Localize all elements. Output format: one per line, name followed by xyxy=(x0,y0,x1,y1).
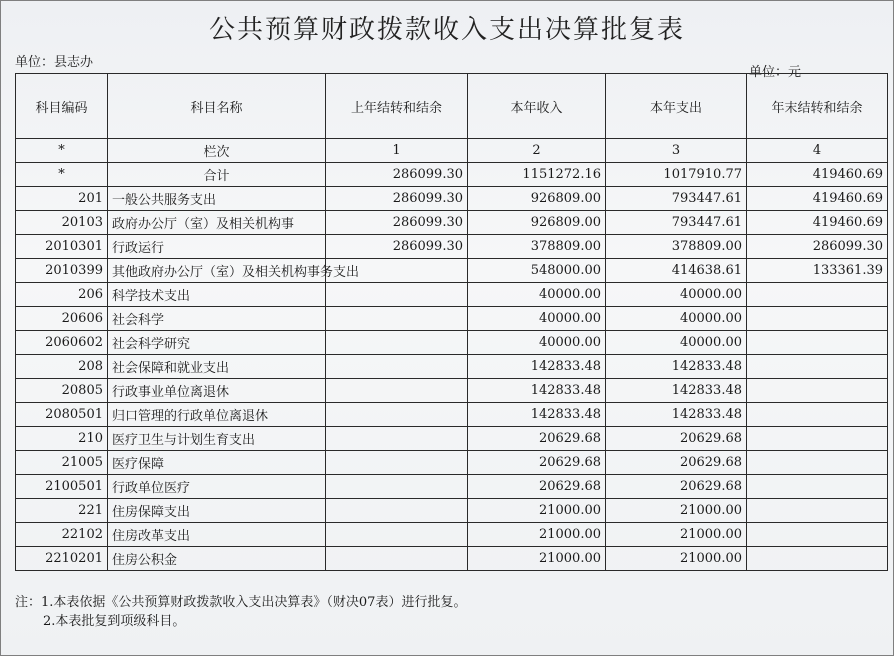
cell-end-balance: 286099.30 xyxy=(747,235,888,259)
table-row xyxy=(16,307,888,331)
table-row xyxy=(16,355,888,379)
cell-name: 一般公共服务支出 xyxy=(108,187,326,211)
cell-code: 20805 xyxy=(16,379,108,403)
cell-expense: 378809.00 xyxy=(606,235,747,259)
cell-prev-balance xyxy=(326,475,468,499)
cell-code: 20606 xyxy=(16,307,108,331)
cell-income: 548000.00 xyxy=(468,259,606,283)
cell-code: 2210201 xyxy=(16,547,108,571)
footnotes xyxy=(15,593,466,631)
cell-income: 926809.00 xyxy=(468,211,606,235)
cell-end-balance xyxy=(747,307,888,331)
cell-name: 栏次 xyxy=(108,139,326,163)
cell-expense: 142833.48 xyxy=(606,403,747,427)
cell-prev-balance xyxy=(326,355,468,379)
cell-income: 20629.68 xyxy=(468,475,606,499)
cell-end-balance xyxy=(747,379,888,403)
table-row xyxy=(16,283,888,307)
unit-currency-label: 单位：元 xyxy=(749,65,802,80)
cell-income: 21000.00 xyxy=(468,547,606,571)
cell-end-balance xyxy=(747,355,888,379)
cell-end-balance xyxy=(747,475,888,499)
table-row xyxy=(16,403,888,427)
cell-income: 926809.00 xyxy=(468,187,606,211)
cell-prev-balance: 286099.30 xyxy=(326,163,468,187)
cell-code: 22102 xyxy=(16,523,108,547)
cell-income: 40000.00 xyxy=(468,331,606,355)
cell-expense: 414638.61 xyxy=(606,259,747,283)
cell-end-balance xyxy=(747,451,888,475)
table-row xyxy=(16,139,888,163)
cell-name: 社会保障和就业支出 xyxy=(108,355,326,379)
cell-prev-balance: 286099.30 xyxy=(326,235,468,259)
header-end-balance: 年末结转和结余 xyxy=(747,74,888,139)
cell-income: 40000.00 xyxy=(468,283,606,307)
page-title: 公共预算财政拨款收入支出决算批复表 xyxy=(208,15,685,45)
cell-expense: 20629.68 xyxy=(606,427,747,451)
cell-code: * xyxy=(16,163,108,187)
cell-income: 21000.00 xyxy=(468,523,606,547)
header-code: 科目编码 xyxy=(16,74,108,139)
table-row xyxy=(16,547,888,571)
header-row xyxy=(16,74,888,139)
cell-prev-balance xyxy=(326,427,468,451)
cell-end-balance xyxy=(747,283,888,307)
cell-end-balance: 419460.69 xyxy=(747,211,888,235)
header-name: 科目名称 xyxy=(108,74,326,139)
budget-table xyxy=(15,73,888,571)
cell-code: 2100501 xyxy=(16,475,108,499)
cell-code: 20103 xyxy=(16,211,108,235)
cell-expense: 142833.48 xyxy=(606,355,747,379)
cell-end-balance: 419460.69 xyxy=(747,163,888,187)
cell-code: 21005 xyxy=(16,451,108,475)
table-row xyxy=(16,523,888,547)
cell-expense: 1017910.77 xyxy=(606,163,747,187)
cell-code: 2010399 xyxy=(16,259,108,283)
cell-expense: 21000.00 xyxy=(606,523,747,547)
cell-income: 20629.68 xyxy=(468,451,606,475)
cell-code: 206 xyxy=(16,283,108,307)
cell-code: 2010301 xyxy=(16,235,108,259)
cell-end-balance xyxy=(747,547,888,571)
table-row xyxy=(16,475,888,499)
cell-name: 医疗卫生与计划生育支出 xyxy=(108,427,326,451)
cell-name: 住房保障支出 xyxy=(108,499,326,523)
cell-income: 2 xyxy=(468,139,606,163)
cell-code: 2060602 xyxy=(16,331,108,355)
cell-prev-balance: 1 xyxy=(326,139,468,163)
cell-prev-balance: 286099.30 xyxy=(326,187,468,211)
table-row xyxy=(16,331,888,355)
cell-name: 社会科学研究 xyxy=(108,331,326,355)
cell-name: 政府办公厅（室）及相关机构事 xyxy=(108,211,326,235)
cell-prev-balance xyxy=(326,283,468,307)
footnote-1: 注：1.本表依据《公共预算财政拨款收入支出决算表》（财决07表）进行批复。 xyxy=(15,595,467,610)
cell-income: 142833.48 xyxy=(468,403,606,427)
cell-name: 住房改革支出 xyxy=(108,523,326,547)
cell-name: 行政运行 xyxy=(108,235,326,259)
cell-prev-balance xyxy=(326,547,468,571)
cell-income: 21000.00 xyxy=(468,499,606,523)
cell-name: 行政单位医疗 xyxy=(108,475,326,499)
cell-expense: 3 xyxy=(606,139,747,163)
cell-prev-balance xyxy=(326,331,468,355)
cell-end-balance: 4 xyxy=(747,139,888,163)
cell-expense: 40000.00 xyxy=(606,331,747,355)
cell-end-balance xyxy=(747,523,888,547)
cell-end-balance xyxy=(747,427,888,451)
header-expense: 本年支出 xyxy=(606,74,747,139)
unit-org-label: 单位：县志办 xyxy=(15,55,94,70)
cell-prev-balance xyxy=(326,451,468,475)
cell-name: 医疗保障 xyxy=(108,451,326,475)
cell-expense: 20629.68 xyxy=(606,451,747,475)
footnote-2: 2.本表批复到项级科目。 xyxy=(43,614,186,629)
table-row xyxy=(16,259,888,283)
table-row xyxy=(16,451,888,475)
table-row xyxy=(16,163,888,187)
cell-expense: 793447.61 xyxy=(606,187,747,211)
cell-income: 1151272.16 xyxy=(468,163,606,187)
cell-code: 208 xyxy=(16,355,108,379)
table-row xyxy=(16,211,888,235)
table-row xyxy=(16,235,888,259)
cell-expense: 40000.00 xyxy=(606,283,747,307)
cell-end-balance xyxy=(747,403,888,427)
table-row xyxy=(16,427,888,451)
cell-expense: 142833.48 xyxy=(606,379,747,403)
cell-income: 40000.00 xyxy=(468,307,606,331)
cell-code: 2080501 xyxy=(16,403,108,427)
cell-expense: 793447.61 xyxy=(606,211,747,235)
header-income: 本年收入 xyxy=(468,74,606,139)
table-row xyxy=(16,379,888,403)
cell-expense: 21000.00 xyxy=(606,499,747,523)
cell-income: 142833.48 xyxy=(468,379,606,403)
cell-name: 归口管理的行政单位离退休 xyxy=(108,403,326,427)
cell-end-balance xyxy=(747,499,888,523)
cell-end-balance xyxy=(747,331,888,355)
cell-end-balance: 419460.69 xyxy=(747,187,888,211)
cell-prev-balance xyxy=(326,379,468,403)
cell-name: 行政事业单位离退休 xyxy=(108,379,326,403)
cell-code: 201 xyxy=(16,187,108,211)
cell-end-balance: 133361.39 xyxy=(747,259,888,283)
table-row xyxy=(16,499,888,523)
cell-expense: 40000.00 xyxy=(606,307,747,331)
cell-code: 221 xyxy=(16,499,108,523)
cell-prev-balance xyxy=(326,403,468,427)
cell-prev-balance xyxy=(326,523,468,547)
cell-name: 其他政府办公厅（室）及相关机构事务支出 xyxy=(108,259,326,283)
cell-income: 142833.48 xyxy=(468,355,606,379)
cell-name: 住房公积金 xyxy=(108,547,326,571)
table-row xyxy=(16,187,888,211)
cell-income: 20629.68 xyxy=(468,427,606,451)
cell-expense: 20629.68 xyxy=(606,475,747,499)
header-prev-balance: 上年结转和结余 xyxy=(326,74,468,139)
cell-expense: 21000.00 xyxy=(606,547,747,571)
cell-code: 210 xyxy=(16,427,108,451)
cell-income: 378809.00 xyxy=(468,235,606,259)
cell-code: * xyxy=(16,139,108,163)
cell-prev-balance xyxy=(326,499,468,523)
cell-name: 合计 xyxy=(108,163,326,187)
cell-prev-balance xyxy=(326,307,468,331)
cell-name: 科学技术支出 xyxy=(108,283,326,307)
cell-prev-balance: 286099.30 xyxy=(326,211,468,235)
cell-name: 社会科学 xyxy=(108,307,326,331)
